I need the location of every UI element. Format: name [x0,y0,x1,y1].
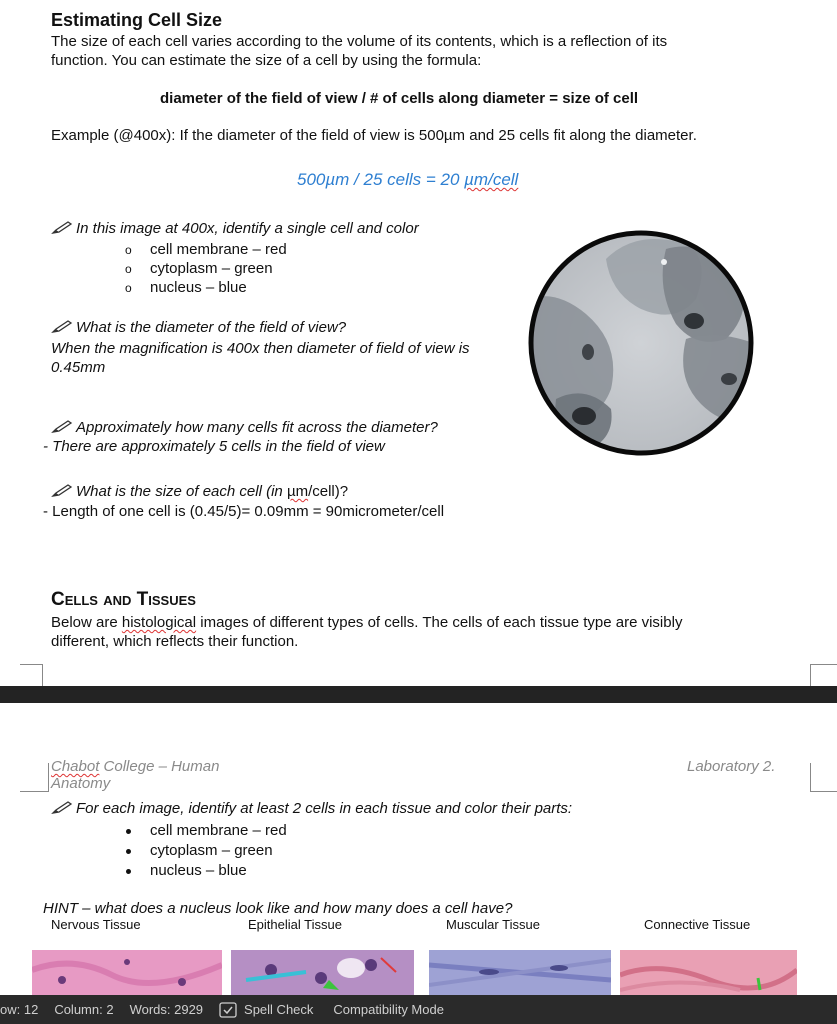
question-cell-size [51,482,348,501]
connective-tissue-image[interactable] [620,950,797,995]
status-bar [0,995,837,1024]
muscular-tissue-image[interactable] [429,950,611,995]
hint-text-content: HINT – what does a nucleus look like and how many does a cell have? [43,900,513,917]
bullet-dot [126,849,131,854]
task-item-cytoplasm: cytoplasm – green [150,260,273,277]
section-line-1 [51,613,682,632]
tissue-item-nucleus: nucleus – blue [150,862,247,879]
page-break-gap [0,686,837,703]
example-calc-main: 500µm / 25 cells = 20 [297,170,465,189]
question-cell-count-text: Approximately how many cells fit across the diameter? [76,419,438,436]
section-line-1-end: images of different types of cells. The cells of each tissue type are visibly [196,614,683,631]
section-line-1-start: Below are [51,614,122,631]
question-diameter-text: What is the diameter of the field of view? [76,319,347,336]
margin-corner-marker [20,763,49,792]
pencil-icon [51,801,73,815]
section-heading-estimating: Estimating Cell Size [51,10,223,30]
spell-check-label: Spell Check [244,1002,314,1017]
label-epithelial-tissue: Epithelial Tissue [248,917,342,932]
task-prompt-text: In this image at 400x, identify a single cell and color [76,220,419,237]
compatibility-mode-label: Compatibility Mode [333,1002,444,1017]
label-connective-tissue: Connective Tissue [644,917,751,932]
label-muscular-tissue: Muscular Tissue [446,917,540,932]
example-text: Example (@400x): If the diameter of the field of view is 500µm and 25 cells fit along the diameter. [51,127,697,144]
tissue-task-prompt [51,799,572,818]
micrograph-image[interactable] [526,229,756,457]
section-line-2: different, which reflects their function. [51,633,299,650]
tissue-task-prompt-text: For each image, identify at least 2 cells in each tissue and color their parts: [76,800,573,817]
answer-diameter-line-2: 0.45mm [51,359,106,376]
intro-line-2: function. You can estimate the size of a cell by using the formula: [51,52,482,69]
pencil-icon [51,420,73,434]
spell-check-icon [219,1002,237,1018]
margin-corner-marker [20,664,43,687]
task-prompt [51,219,419,238]
header-right: Laboratory 2. [687,758,776,775]
pencil-icon [51,320,73,334]
question-cell-count [51,418,438,437]
section-heading-cells-tissues: Cells and Tissues [51,589,196,610]
nervous-tissue-image[interactable] [32,950,222,995]
margin-corner-marker [810,763,837,792]
bullet-marker: o [125,281,132,295]
question-cell-size-text: What is the size of each cell (in [76,483,287,500]
task-item-membrane: cell membrane – red [150,241,287,258]
example-calculation [297,170,518,190]
bullet-marker: o [125,243,132,257]
header-college-word[interactable]: Chabot [51,758,100,775]
bullet-dot [126,869,131,874]
status-row: ow: 12 [0,1002,39,1017]
bullet-marker: o [125,262,132,276]
epithelial-tissue-image[interactable] [231,950,414,995]
tissue-item-membrane: cell membrane – red [150,822,287,839]
header-left-line-2: Anatomy [51,775,111,792]
label-nervous-tissue: Nervous Tissue [51,917,141,932]
question-cell-size-unit: µm [286,483,309,500]
document-page-2 [0,703,837,995]
answer-cell-size: - Length of one cell is (0.45/5)= 0.09mm = 90micrometer/cell [43,503,445,520]
status-column: Column: 2 [54,1002,114,1017]
pencil-icon [51,484,73,498]
answer-diameter-line-1: When the magnification is 400x then diameter of field of view is [51,340,470,357]
pencil-icon [51,221,73,235]
formula-text: diameter of the field of view / # of cells along diameter = size of cell [160,90,639,107]
spell-check-button[interactable] [219,1002,313,1018]
tissue-item-cytoplasm: cytoplasm – green [150,842,273,859]
task-item-nucleus: nucleus – blue [150,279,247,296]
intro-line-1: The size of each cell varies according to the volume of its contents, which is a reflection of its [51,33,668,50]
status-word-count[interactable]: Words: 2929 [129,1002,204,1017]
example-calc-unit: µm/cell [464,170,519,189]
answer-cell-count: - There are approximately 5 cells in the field of view [43,438,385,455]
margin-corner-marker [810,664,837,687]
header-left-rest: College – Human [99,758,220,775]
question-cell-size-end: /cell)? [308,483,349,500]
hint-text [43,899,512,918]
misspelled-word[interactable]: histological [121,614,197,631]
bullet-dot [126,829,131,834]
question-diameter [51,318,346,337]
